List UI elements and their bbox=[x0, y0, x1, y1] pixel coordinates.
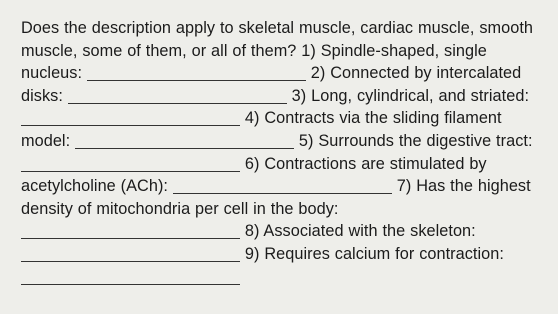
question-prompt: Does the description apply to skeletal muscle, cardiac muscle, smooth muscle, some of them, or all of them? bbox=[21, 19, 534, 60]
item-label: 9) Requires calcium for contraction: bbox=[244, 244, 504, 263]
answer-blank bbox=[87, 64, 306, 81]
answer-blank bbox=[21, 245, 240, 262]
answer-blank bbox=[173, 177, 392, 194]
answer-blank bbox=[75, 132, 294, 149]
answer-blank bbox=[21, 109, 240, 126]
item-label: 4) Contracts via the sliding filament model: bbox=[21, 109, 502, 150]
answer-blank bbox=[68, 86, 287, 103]
item-label: 5) Surrounds the digestive tract: bbox=[298, 131, 533, 150]
item-label: 1) Spindle-shaped, single nucleus: bbox=[21, 41, 487, 83]
item-label: 6) Contractions are stimulated by acetylcholine (ACh): bbox=[21, 154, 487, 196]
item-label: 8) Associated with the skeleton: bbox=[244, 222, 476, 241]
answer-blank bbox=[21, 267, 240, 284]
question-text bbox=[21, 17, 551, 288]
answer-blank bbox=[21, 222, 240, 239]
item-label: 3) Long, cylindrical, and striated: bbox=[291, 86, 530, 105]
answer-blank bbox=[21, 154, 240, 171]
item-label: 2) Connected by intercalated disks: bbox=[21, 64, 522, 105]
item-label: 7) Has the highest density of mitochondria per cell in the body: bbox=[21, 177, 531, 218]
